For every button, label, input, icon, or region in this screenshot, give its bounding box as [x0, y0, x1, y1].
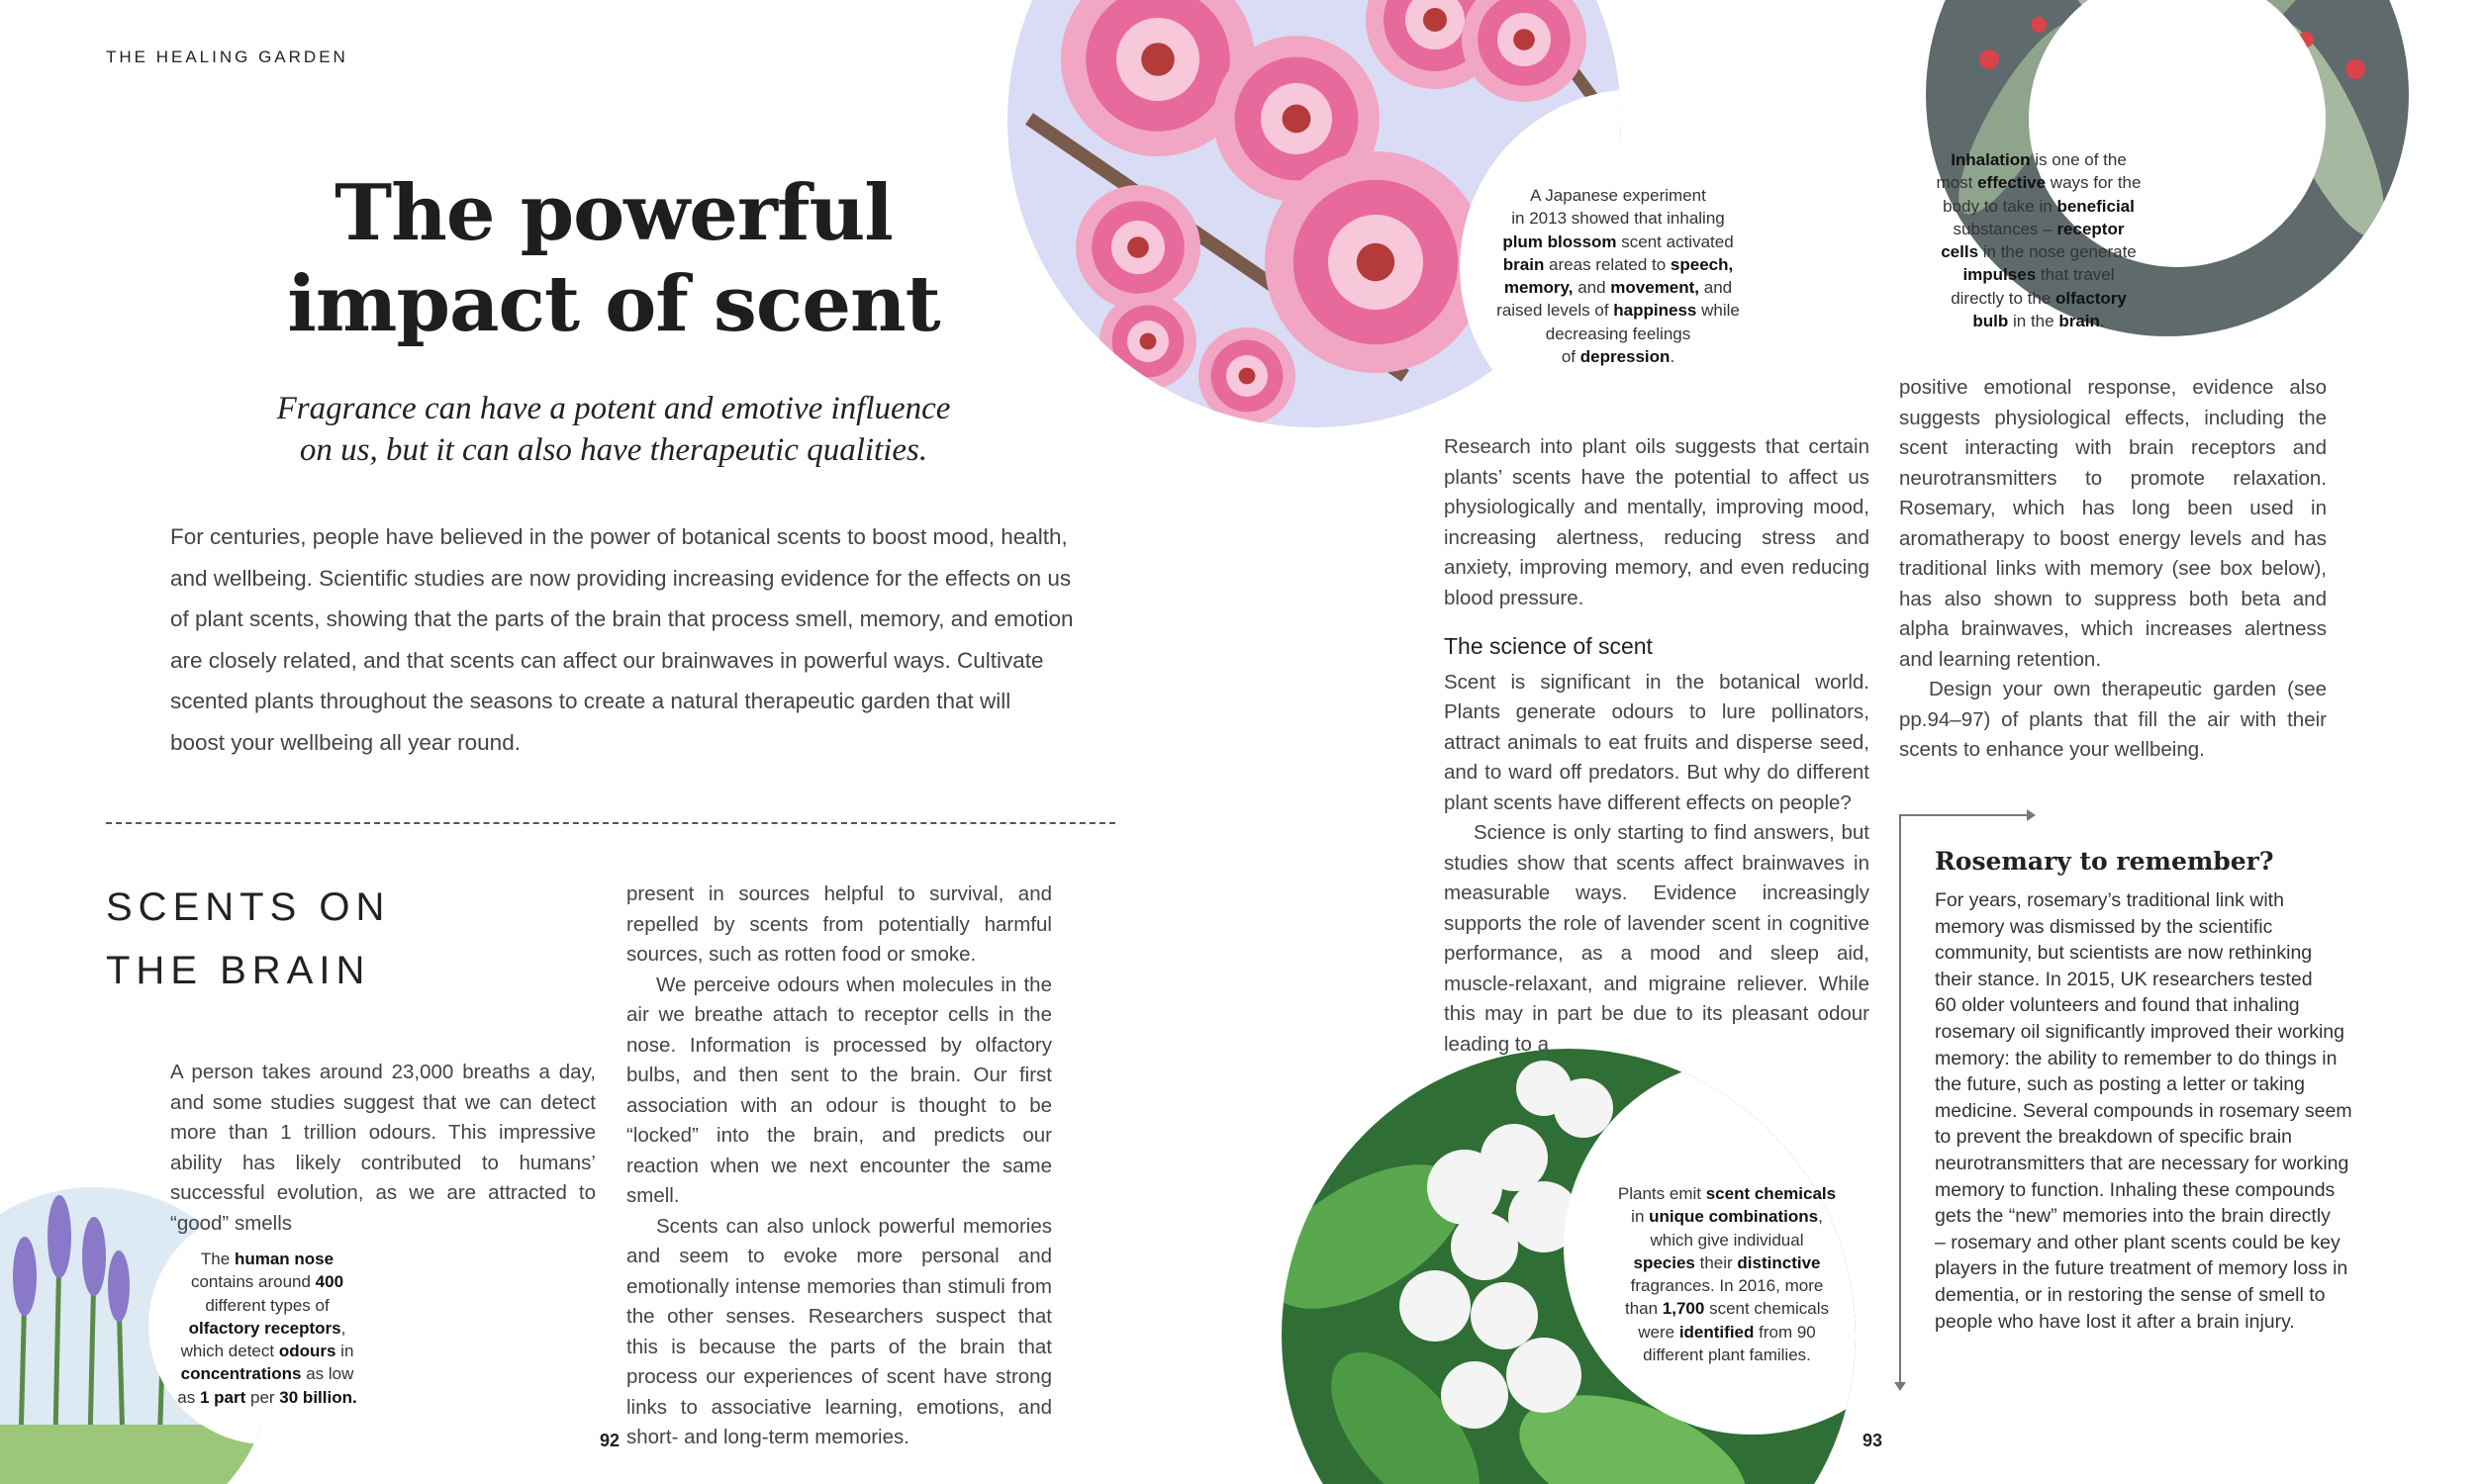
page-title — [247, 168, 980, 350]
intro-line: boost your wellbeing all year round. — [170, 729, 521, 755]
caption-line: body to take in beneficial — [1943, 196, 2135, 216]
caption-line: which give individual — [1650, 1230, 1804, 1250]
box-line: medicine. Several compounds in rosemary seem — [1935, 1099, 2352, 1122]
intro-line: and wellbeing. Scientific studies are now providing increasing evidence for the effects on us — [170, 565, 1072, 591]
title-line: The powerful — [334, 168, 893, 258]
standfirst — [178, 388, 1049, 471]
intro-line: scented plants throughout the seasons to create a natural therapeutic garden that will — [170, 689, 1011, 713]
box-top-rule — [1899, 814, 2033, 816]
caption-line: Plants emit scent chemicals — [1617, 1184, 1837, 1203]
box-text — [1935, 887, 2370, 1335]
caption-line: in unique combinations, — [1631, 1207, 1823, 1227]
page-number-left: 92 — [600, 1431, 621, 1450]
box-line: their stance. In 2015, UK researchers tested — [1935, 968, 2313, 990]
body-paragraph: present in sources helpful to survival, and repelled by scents from potentially harmful sources, such as rotten food or smoke. — [626, 882, 1052, 966]
caption-line: fragrances. In 2016, more — [1630, 1276, 1824, 1296]
caption-line: as 1 part per 30 billion. — [177, 1387, 357, 1407]
caption-line: than 1,700 scent chemicals — [1624, 1299, 1830, 1319]
intro-paragraph — [170, 516, 1074, 763]
intro-line: are closely related, and that scents can affect our brainwaves in powerful ways. Cultivate — [170, 647, 1044, 673]
caption-human-nose — [168, 1248, 366, 1409]
caption-line: concentrations as low — [180, 1364, 354, 1384]
box-line: gets the “new” memories into the brain directly — [1935, 1205, 2331, 1228]
body-paragraph: Scents can also unlock powerful memories and seem to evoke more personal and emotionally intense memories than stimuli from the other senses. Researchers suspect that this is because the parts of the brain that process our experiences of scent have strong links to associative learning, emotions, and short- and long-term memories. — [626, 1214, 1052, 1448]
rosemary-box — [1899, 814, 2352, 1385]
body-paragraph: A person takes around 23,000 breaths a day, and some studies suggest that we can detect more than 1 trillion odours. This impressive ability has likely contributed to humans’ successful evolution, as we are attracted to “good” smells — [170, 1061, 596, 1235]
box-line: memory to function. Inhaling these compounds — [1935, 1178, 2336, 1201]
section-heading-line: THE BRAIN — [106, 949, 371, 992]
caption-line: Inhalation is one of the — [1951, 150, 2127, 169]
caption-line: contains around 400 — [190, 1272, 344, 1292]
body-paragraph: Science is only starting to find answers, but studies show that scents affect brainwaves in measurable ways. Evidence increasingly supports the role of lavender scent in cognitive performance, as a mood and sleep aid, muscle-relaxant, and migraine reliever. While this may in part be due to its pleasant odour leading to a — [1444, 821, 1869, 1056]
box-line: – rosemary and other plant scents could be key — [1935, 1231, 2341, 1253]
box-line: neurotransmitters that are necessary for working — [1935, 1152, 2349, 1174]
box-line: memory was dismissed by the scientific — [1935, 915, 2273, 938]
section-heading — [106, 876, 390, 1002]
body-paragraph: Research into plant oils suggests that certain plants’ scents have the potential to affect us physiologically and mentally, improving mood, increasing alertness, reducing stress and anxiety, improving memory, and even reducing blood pressure. — [1444, 435, 1869, 609]
box-line: community, but scientists are now rethinking — [1935, 942, 2313, 965]
caption-line: A Japanese experiment — [1530, 186, 1706, 205]
section-heading-line: SCENTS ON — [106, 885, 391, 929]
caption-line: bulb in the brain. — [1972, 312, 2105, 331]
body-paragraph: Design your own therapeutic garden (see pp.94–97) of plants that fill the air with their scents to enhance your wellbeing. — [1899, 678, 2327, 761]
caption-line: were identified from 90 — [1638, 1322, 1816, 1342]
caption-line: plum blossom scent activated — [1502, 232, 1734, 251]
caption-line: memory, and movement, and — [1503, 278, 1733, 298]
title-line: impact of scent — [287, 259, 940, 349]
box-line: to prevent the breakdown of specific brain — [1935, 1126, 2292, 1149]
body-column-3 — [1444, 432, 1869, 1060]
body-column-4 — [1899, 373, 2327, 766]
box-arrow-down — [1894, 1382, 1906, 1391]
caption-line: substances – receptor — [1953, 219, 2125, 238]
box-line: 60 older volunteers and found that inhaling — [1935, 994, 2300, 1017]
body-paragraph: positive emotional response, evidence also suggests physiological effects, including the scent interacting with brain receptors and neurotransmitters to promote relaxation. Rosemary, which has long been used in aromatherapy to boost energy levels and has traditional links with memory (see box below), has also shown to suppress both beta and alpha brainwaves, which increases alertness and learning retention. — [1899, 376, 2327, 671]
intro-line: of plant scents, showing that the parts of the brain that process smell, memory, and emotion — [170, 606, 1074, 631]
caption-scent-chemicals — [1613, 1182, 1841, 1366]
box-line: the future, such as posting a letter or taking — [1935, 1073, 2305, 1096]
caption-line: olfactory receptors, — [188, 1318, 346, 1338]
box-arrow-right — [2027, 809, 2036, 821]
box-title: Rosemary to remember? — [1935, 847, 2274, 876]
intro-line: For centuries, people have believed in the power of botanical scents to boost mood, health, — [170, 524, 1068, 549]
caption-line: which detect odours in — [180, 1342, 354, 1361]
running-head: THE HEALING GARDEN — [106, 47, 348, 66]
caption-line: raised levels of happiness while — [1496, 301, 1740, 321]
standfirst-line: on us, but it can also have therapeutic qualities. — [299, 432, 928, 468]
box-line: dementia, or in restoring the sense of smell to — [1935, 1283, 2326, 1306]
caption-line: impulses that travel — [1962, 265, 2115, 285]
body-paragraph: We perceive odours when molecules in the air we breathe attach to receptor cells in the nose. Information is processed by olfactory bulbs, and then sent to the brain. Our first association with an odour is thought to be “locked” into the brain, and predicts our reaction when we next encounter the same smell. — [626, 973, 1052, 1207]
body-column-2 — [626, 880, 1052, 1453]
caption-line: decreasing feelings — [1545, 324, 1691, 343]
caption-line: The human nose — [200, 1250, 334, 1268]
caption-line: cells in the nose generate — [1941, 242, 2137, 262]
page-number-right: 93 — [1863, 1431, 1883, 1450]
body-column-1 — [170, 1058, 596, 1239]
box-line: For years, rosemary’s traditional link with — [1935, 889, 2284, 911]
caption-line: different plant families. — [1643, 1345, 1811, 1365]
box-line: rosemary oil significantly improved their working — [1935, 1020, 2344, 1043]
caption-line: directly to the olfactory — [1951, 288, 2127, 308]
subheading-science-of-scent: The science of scent — [1444, 633, 1653, 659]
caption-line: species their distinctive — [1633, 1252, 1821, 1272]
caption-line: in 2013 showed that inhaling — [1511, 209, 1725, 229]
caption-inhalation — [1920, 148, 2157, 332]
caption-line: most effective ways for the — [1936, 173, 2142, 193]
box-line: players in the future treatment of memory loss in — [1935, 1257, 2348, 1280]
caption-line: brain areas related to speech, — [1502, 254, 1734, 274]
caption-plum-blossom — [1484, 184, 1752, 368]
box-line: people who have lost it after a brain injury. — [1935, 1310, 2295, 1333]
box-line: memory: the ability to remember to do things in — [1935, 1047, 2338, 1069]
standfirst-line: Fragrance can have a potent and emotive influence — [276, 391, 951, 426]
caption-line: different types of — [205, 1295, 330, 1315]
body-paragraph: Scent is significant in the botanical world. Plants generate odours to lure pollinators, attract animals to eat fruits and disperse seed, and to ward off predators. But why do different plant scents have different effects on people? — [1444, 670, 1869, 814]
dashed-divider — [106, 822, 1115, 824]
caption-line: of depression. — [1561, 347, 1675, 367]
